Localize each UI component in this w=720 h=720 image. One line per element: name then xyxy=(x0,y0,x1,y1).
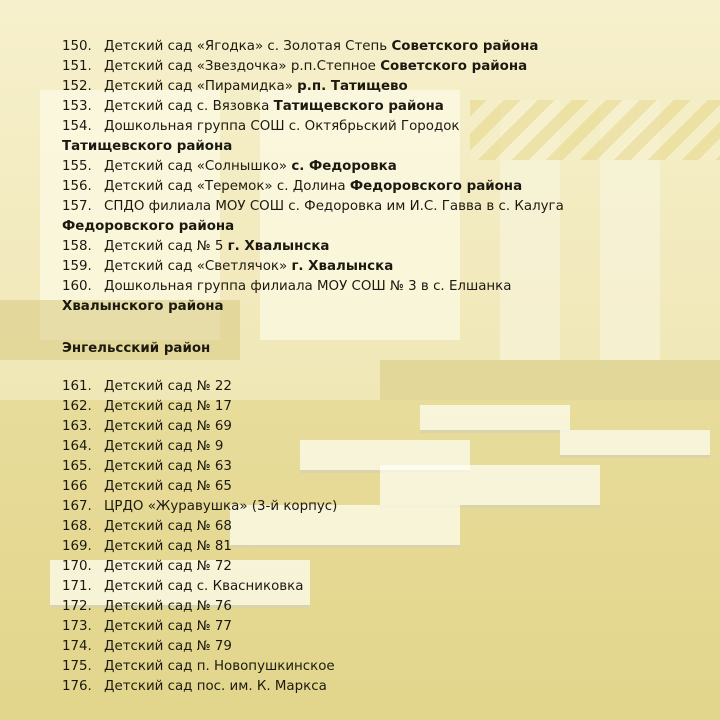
list-item xyxy=(62,197,564,217)
item-text: ЦРДО «Журавушка» (3-й корпус) xyxy=(104,499,338,514)
list-item xyxy=(62,397,232,417)
item-location: г. Хвалынска xyxy=(291,259,394,274)
item-text: Детский сад № 17 xyxy=(104,399,232,414)
item-text: Детский сад «Ягодка» с. Золотая Степь xyxy=(104,39,392,54)
list-item xyxy=(62,297,224,317)
list-item xyxy=(62,637,232,657)
list-item xyxy=(62,77,408,97)
item-text: Детский сад № 68 xyxy=(104,519,232,534)
item-text: Детский сад № 72 xyxy=(104,559,232,574)
item-location: Советского района xyxy=(380,59,528,74)
item-number: 166 xyxy=(62,479,88,494)
list-item xyxy=(62,377,232,397)
item-location: с. Федоровка xyxy=(291,159,397,174)
item-location: г. Хвалынска xyxy=(227,239,330,254)
item-text: Детский сад «Солнышко» xyxy=(104,159,292,174)
item-number: 161. xyxy=(62,379,92,394)
list-item xyxy=(62,117,460,137)
item-text: Детский сад «Пирамидка» xyxy=(104,79,298,94)
list-item xyxy=(62,537,232,557)
item-text: Детский сад № 63 xyxy=(104,459,232,474)
item-text: Детский сад № 9 xyxy=(104,439,224,454)
item-text: Детский сад «Теремок» с. Долина xyxy=(104,179,350,194)
list-item xyxy=(62,57,527,77)
item-text: Дошкольная группа СОШ с. Октябрьский Городок xyxy=(104,119,460,134)
item-number: 160. xyxy=(62,279,92,294)
item-number: 167. xyxy=(62,499,92,514)
item-text: Детский сад № 65 xyxy=(104,479,232,494)
item-number: 159. xyxy=(62,259,92,274)
item-text: Детский сад № 5 xyxy=(104,239,228,254)
item-number: 174. xyxy=(62,639,92,654)
list-item xyxy=(62,577,303,597)
item-number: 153. xyxy=(62,99,92,114)
item-number: 164. xyxy=(62,439,92,454)
list-item xyxy=(62,37,538,57)
list-item xyxy=(62,597,232,617)
item-number: 175. xyxy=(62,659,92,674)
item-number: 150. xyxy=(62,39,92,54)
list-item xyxy=(62,677,327,697)
list-item xyxy=(62,137,232,157)
item-location: Федоровского района xyxy=(62,219,235,234)
list-item xyxy=(62,557,232,577)
item-location: Хвалынского района xyxy=(62,299,224,314)
list-item xyxy=(62,417,232,437)
item-location: р.п. Татищево xyxy=(297,79,408,94)
item-number: 173. xyxy=(62,619,92,634)
item-number: 162. xyxy=(62,399,92,414)
item-text: Детский сад № 76 xyxy=(104,599,232,614)
item-number: 151. xyxy=(62,59,92,74)
item-text: Детский сад № 81 xyxy=(104,539,232,554)
list-item xyxy=(62,437,223,457)
list-item xyxy=(62,497,337,517)
list-item xyxy=(62,97,444,117)
item-location: Федоровского района xyxy=(349,179,523,194)
item-number: 165. xyxy=(62,459,92,474)
item-number: 156. xyxy=(62,179,92,194)
item-number: 155. xyxy=(62,159,92,174)
list-item xyxy=(62,177,522,197)
item-number: 152. xyxy=(62,79,92,94)
list-item xyxy=(62,517,232,537)
item-text: Детский сад № 22 xyxy=(104,379,232,394)
item-location: Советского района xyxy=(391,39,539,54)
item-location: Татищевского района xyxy=(62,139,233,154)
item-number: 157. xyxy=(62,199,92,214)
item-number: 170. xyxy=(62,559,92,574)
list-item xyxy=(62,477,232,497)
list-item xyxy=(62,157,397,177)
item-number: 154. xyxy=(62,119,92,134)
section-heading: Энгельсский район xyxy=(62,341,211,356)
item-text: Детский сад с. Вязовка xyxy=(104,99,274,114)
item-number: 163. xyxy=(62,419,92,434)
item-number: 171. xyxy=(62,579,92,594)
item-number: 172. xyxy=(62,599,92,614)
item-text: Детский сад «Звездочка» р.п.Степное xyxy=(104,59,381,74)
item-text: Детский сад № 79 xyxy=(104,639,232,654)
list-item xyxy=(62,217,234,237)
list-item xyxy=(62,277,511,297)
list-item xyxy=(62,257,393,277)
item-text: СПДО филиала МОУ СОШ с. Федоровка им И.С. Гавва в с. Калуга xyxy=(104,199,564,214)
item-text: Детский сад п. Новопушкинское xyxy=(104,659,335,674)
item-number: 176. xyxy=(62,679,92,694)
item-text: Детский сад № 69 xyxy=(104,419,232,434)
item-text: Детский сад с. Квасниковка xyxy=(104,579,304,594)
item-text: Детский сад № 77 xyxy=(104,619,232,634)
list-item xyxy=(62,617,232,637)
item-text: Детский сад «Светлячок» xyxy=(104,259,292,274)
item-number: 168. xyxy=(62,519,92,534)
item-text: Дошкольная группа филиала МОУ СОШ № 3 в с. Елшанка xyxy=(104,279,512,294)
list-item xyxy=(62,457,232,477)
item-number: 169. xyxy=(62,539,92,554)
item-text: Детский сад пос. им. К. Маркса xyxy=(104,679,327,694)
list-item xyxy=(62,657,335,677)
list-item xyxy=(62,237,329,257)
item-number: 158. xyxy=(62,239,92,254)
item-location: Татищевского района xyxy=(273,99,444,114)
